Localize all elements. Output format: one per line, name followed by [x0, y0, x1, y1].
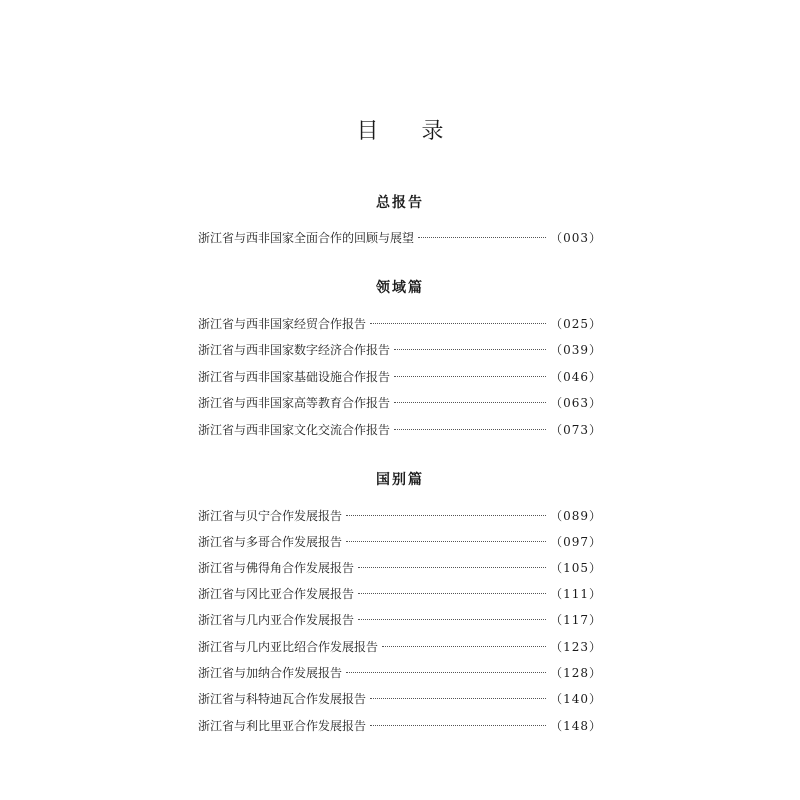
toc-leader-dots: [382, 646, 546, 647]
toc-entry-page: （123）: [550, 640, 602, 654]
toc-leader-dots: [394, 402, 546, 403]
toc-entry-page: （089）: [550, 509, 602, 523]
toc-leader-dots: [346, 515, 546, 516]
toc-entry-page: （128）: [550, 666, 602, 680]
toc-entry-page: （111）: [550, 587, 602, 601]
toc-entry-title: 浙江省与利比里亚合作发展报告: [198, 719, 367, 733]
toc-entry-title: 浙江省与冈比亚合作发展报告: [198, 587, 355, 601]
toc-row[interactable]: [198, 394, 602, 412]
toc-leader-dots: [418, 237, 546, 238]
toc-entry-page: （046）: [550, 370, 602, 384]
toc-row[interactable]: [198, 638, 602, 656]
toc-row[interactable]: [198, 229, 602, 247]
toc-row[interactable]: [198, 368, 602, 386]
page-title: 目 录: [356, 119, 462, 144]
toc-entry-title: 浙江省与西非国家基础设施合作报告: [198, 370, 391, 384]
toc-entry-title: 浙江省与西非国家数字经济合作报告: [198, 343, 391, 357]
toc-entry-page: （039）: [550, 343, 602, 357]
toc-entry-page: （003）: [550, 231, 602, 245]
toc-leader-dots: [358, 593, 546, 594]
toc-entry-page: （097）: [550, 535, 602, 549]
toc-row[interactable]: [198, 585, 602, 603]
toc-row[interactable]: [198, 690, 602, 708]
toc-leader-dots: [346, 541, 546, 542]
toc-entry-title: 浙江省与西非国家文化交流合作报告: [198, 423, 391, 437]
toc-row[interactable]: [198, 315, 602, 333]
toc-entry-page: （148）: [550, 719, 602, 733]
toc-entry-title: 浙江省与佛得角合作发展报告: [198, 561, 355, 575]
toc-entry-page: （073）: [550, 423, 602, 437]
toc-leader-dots: [370, 698, 546, 699]
toc-leader-dots: [358, 567, 546, 568]
toc-entry-title: 浙江省与科特迪瓦合作发展报告: [198, 692, 367, 706]
toc-entry-title: 浙江省与西非国家高等教育合作报告: [198, 396, 391, 410]
section-heading-general-report: 总报告: [376, 195, 424, 211]
section-heading-domain: 领域篇: [376, 280, 424, 296]
toc-row[interactable]: [198, 611, 602, 629]
toc-leader-dots: [370, 725, 546, 726]
toc-leader-dots: [394, 349, 546, 350]
toc-entry-page: （117）: [550, 613, 602, 627]
toc-entry-title: 浙江省与加纳合作发展报告: [198, 666, 343, 680]
toc-entry-title: 浙江省与多哥合作发展报告: [198, 535, 343, 549]
toc-entry-page: （105）: [550, 561, 602, 575]
toc-leader-dots: [394, 376, 546, 377]
toc-entry-page: （025）: [550, 317, 602, 331]
toc-entry-page: （140）: [550, 692, 602, 706]
toc-row[interactable]: [198, 341, 602, 359]
toc-row[interactable]: [198, 507, 602, 525]
toc-entry-title: 浙江省与几内亚比绍合作发展报告: [198, 640, 379, 654]
toc-row[interactable]: [198, 559, 602, 577]
toc-leader-dots: [370, 323, 546, 324]
toc-entry-page: （063）: [550, 396, 602, 410]
toc-row[interactable]: [198, 717, 602, 735]
toc-entry-title: 浙江省与西非国家经贸合作报告: [198, 317, 367, 331]
toc-row[interactable]: [198, 533, 602, 551]
toc-leader-dots: [346, 672, 546, 673]
toc-entry-title: 浙江省与几内亚合作发展报告: [198, 613, 355, 627]
toc-entry-title: 浙江省与贝宁合作发展报告: [198, 509, 343, 523]
toc-row[interactable]: [198, 664, 602, 682]
toc-row[interactable]: [198, 421, 602, 439]
toc-leader-dots: [394, 429, 546, 430]
section-heading-country: 国别篇: [376, 472, 424, 488]
toc-leader-dots: [358, 619, 546, 620]
toc-entry-title: 浙江省与西非国家全面合作的回顾与展望: [198, 231, 415, 245]
